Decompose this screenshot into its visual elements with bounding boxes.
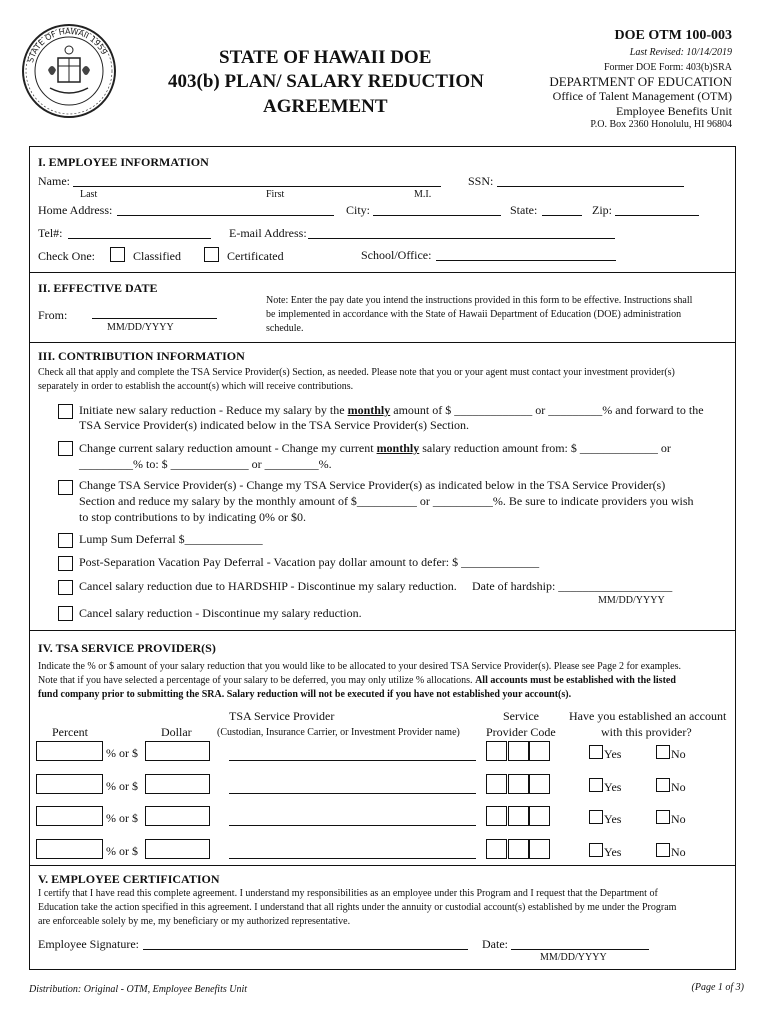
col-percent-header: Percent — [52, 725, 88, 739]
vacation-deferral-checkbox[interactable] — [58, 556, 73, 571]
hardship-cancel-checkbox[interactable] — [58, 580, 73, 595]
state-field[interactable] — [542, 215, 582, 216]
contribution-intro-1: Check all that apply and complete the TSA Service Provider(s) Section, as needed. Please note that you or your agent must contact your investment provider(s) — [38, 367, 675, 378]
provider-code-digit[interactable] — [508, 741, 529, 761]
divider-3 — [29, 630, 735, 631]
signature-date-format: MM/DD/YYYY — [540, 952, 607, 963]
col-dollar-header: Dollar — [161, 725, 192, 739]
contribution-intro-2: separately in order to establish the account(s) which will receive contributions. — [38, 381, 354, 392]
signature-label: Employee Signature: — [38, 937, 139, 951]
established-yes-checkbox[interactable] — [589, 745, 603, 759]
percent-or-dollar-label: % or $ — [106, 779, 138, 793]
col-provider-title: TSA Service Provider — [229, 709, 335, 723]
provider-code-digit[interactable] — [508, 839, 529, 859]
zip-field[interactable] — [615, 215, 699, 216]
established-no-label: No — [671, 812, 686, 826]
department-name: DEPARTMENT OF EDUCATION — [549, 74, 732, 89]
hardship-date-format: MM/DD/YYYY — [598, 595, 665, 606]
provider-name-field[interactable] — [229, 793, 476, 794]
zip-label: Zip: — [592, 203, 612, 217]
certification-text-3: are enforceable solely by me, my beneficiary or my authorized representative. — [38, 916, 351, 927]
percent-input[interactable] — [36, 839, 103, 859]
name-label: Name: — [38, 174, 70, 188]
section1-heading: I. EMPLOYEE INFORMATION — [38, 155, 209, 169]
cancel-reduction-checkbox[interactable] — [58, 606, 73, 621]
dollar-input[interactable] — [145, 806, 210, 826]
unit-name: Employee Benefits Unit — [616, 104, 732, 118]
home-address-label: Home Address: — [38, 203, 113, 217]
section2-heading: II. EFFECTIVE DATE — [38, 281, 158, 295]
col-service-header: Service — [503, 709, 539, 723]
vacation-deferral-text: Post-Separation Vacation Pay Deferral - Vacation pay dollar amount to defer: $ _____________ — [79, 555, 540, 569]
percent-input[interactable] — [36, 774, 103, 794]
change-provider-text-1: Change TSA Service Provider(s) - Change my TSA Service Provider(s) as indicated below in the TSA Service Provider(s) — [79, 478, 666, 492]
established-no-checkbox[interactable] — [656, 810, 670, 824]
certification-text-2: Education take the action specified in this agreement. I understand that all rights under the annuity or custodial account(s) established by me under the Program — [38, 902, 677, 913]
initiate-reduction-checkbox[interactable] — [58, 404, 73, 419]
email-field[interactable] — [308, 238, 615, 239]
divider-4 — [29, 865, 735, 866]
provider-name-field[interactable] — [229, 760, 476, 761]
school-office-field[interactable] — [436, 260, 616, 261]
divider-2 — [29, 342, 735, 343]
provider-name-field[interactable] — [229, 825, 476, 826]
established-no-checkbox[interactable] — [656, 778, 670, 792]
col-provider-code-header: Provider Code — [486, 725, 556, 739]
from-label: From: — [38, 308, 68, 322]
change-provider-text-2: Section and reduce my salary by the monthly amount of $__________ or __________%. Be sure to indicate providers you wish — [79, 494, 694, 508]
former-form: Former DOE Form: 403(b)SRA — [603, 62, 732, 73]
provider-code-digit[interactable] — [529, 839, 550, 859]
email-label: E-mail Address: — [229, 226, 307, 240]
section5-heading: V. EMPLOYEE CERTIFICATION — [38, 872, 220, 886]
seal-text: STATE OF HAWAII 1959 — [26, 26, 109, 64]
col-established-header: Have you established an account — [569, 709, 727, 723]
percent-or-dollar-label: % or $ — [106, 811, 138, 825]
change-provider-checkbox[interactable] — [58, 480, 73, 495]
name-field[interactable] — [73, 186, 441, 187]
provider-code-digit[interactable] — [508, 774, 529, 794]
page-number: (Page 1 of 3) — [691, 982, 744, 993]
col-provider-subtitle: (Custodian, Insurance Carrier, or Investment Provider name) — [217, 727, 460, 738]
col-established-subheader: with this provider? — [601, 725, 692, 739]
percent-input[interactable] — [36, 806, 103, 826]
provider-code-digit[interactable] — [508, 806, 529, 826]
established-yes-checkbox[interactable] — [589, 778, 603, 792]
office-name: Office of Talent Management (OTM) — [552, 89, 732, 103]
effective-date-note-1: Note: Enter the pay date you intend the instructions provided in this form to be effective. Instructions shall — [266, 295, 693, 306]
provider-intro-3: fund company prior to submitting the SRA. Salary reduction will not be executed if you have not established your account(s). — [38, 689, 572, 700]
tel-label: Tel#: — [38, 226, 63, 240]
form-title-line2: 403(b) PLAN/ SALARY REDUCTION — [168, 71, 484, 92]
section4-heading: IV. TSA SERVICE PROVIDER(S) — [38, 641, 216, 655]
cancel-reduction-text: Cancel salary reduction - Discontinue my salary reduction. — [79, 606, 362, 620]
percent-or-dollar-label: % or $ — [106, 746, 138, 760]
first-name-caption: First — [266, 189, 285, 200]
dollar-input[interactable] — [145, 741, 210, 761]
last-name-caption: Last — [80, 189, 98, 200]
check-one-label: Check One: — [38, 249, 95, 263]
provider-code-digit[interactable] — [529, 774, 550, 794]
certificated-label: Certificated — [227, 249, 284, 263]
dollar-input[interactable] — [145, 839, 210, 859]
form-title-line1: STATE OF HAWAII DOE — [219, 47, 432, 68]
classified-checkbox[interactable] — [110, 247, 125, 262]
established-no-label: No — [671, 845, 686, 859]
change-provider-text-3: to stop contributions to by indicating 0% or $0. — [79, 510, 306, 524]
established-yes-checkbox[interactable] — [589, 810, 603, 824]
state-label: State: — [510, 203, 538, 217]
signature-date-label: Date: — [482, 937, 508, 951]
ssn-label: SSN: — [468, 174, 494, 188]
dollar-input[interactable] — [145, 774, 210, 794]
signature-field[interactable] — [143, 949, 468, 950]
provider-name-field[interactable] — [229, 858, 476, 859]
initiate-reduction-text-2: TSA Service Provider(s) indicated below in the TSA Service Provider(s) Section. — [79, 418, 470, 432]
middle-initial-caption: M.I. — [414, 189, 432, 200]
lump-sum-checkbox[interactable] — [58, 533, 73, 548]
established-yes-label: Yes — [604, 845, 622, 859]
established-yes-label: Yes — [604, 812, 622, 826]
hardship-cancel-text: Cancel salary reduction due to HARDSHIP - Discontinue my salary reduction. — [79, 579, 457, 593]
hardship-date-label: Date of hardship: ___________________ — [472, 579, 673, 593]
city-label: City: — [346, 203, 371, 217]
established-yes-label: Yes — [604, 780, 622, 794]
lump-sum-text: Lump Sum Deferral $_____________ — [79, 532, 263, 546]
effective-date-note-2: be implemented in accordance with the State of Hawaii Department of Education (DOE) administration — [266, 309, 682, 320]
home-address-field[interactable] — [117, 215, 334, 216]
initiate-reduction-text: Initiate new salary reduction - Reduce my salary by the monthly amount of $ _____________ or _________% and forward to the — [79, 403, 704, 417]
provider-code-digit[interactable] — [529, 741, 550, 761]
certificated-checkbox[interactable] — [204, 247, 219, 262]
form-number: DOE OTM 100-003 — [614, 28, 732, 43]
state-seal — [20, 22, 118, 120]
change-amount-checkbox[interactable] — [58, 441, 73, 456]
provider-code-digit[interactable] — [486, 806, 507, 826]
established-no-checkbox[interactable] — [656, 745, 670, 759]
percent-or-dollar-label: % or $ — [106, 844, 138, 858]
last-revised: Last Revised: 10/14/2019 — [629, 47, 732, 58]
signature-date-field[interactable] — [511, 949, 649, 950]
school-office-label: School/Office: — [361, 248, 432, 262]
distribution-note: Distribution: Original - OTM, Employee Benefits Unit — [29, 984, 248, 995]
provider-code-digit[interactable] — [486, 741, 507, 761]
established-yes-label: Yes — [604, 747, 622, 761]
provider-intro-2: Note that if you have selected a percentage of your salary to be deferred, you may only utilize % allocations. All accounts must be established with the listed — [38, 675, 676, 686]
effective-date-field[interactable] — [92, 318, 217, 319]
percent-input[interactable] — [36, 741, 103, 761]
form-title-line3: AGREEMENT — [263, 96, 388, 117]
divider-1 — [29, 272, 735, 273]
certification-text-1: I certify that I have read this complete agreement. I understand my responsibilities as an employee under this Program and I request that the Department of — [38, 888, 658, 899]
section3-heading: III. CONTRIBUTION INFORMATION — [38, 349, 245, 363]
established-no-label: No — [671, 747, 686, 761]
change-amount-text: Change current salary reduction amount - Change my current monthly salary reduction amount from: $ _____________ or — [79, 441, 671, 455]
established-no-label: No — [671, 780, 686, 794]
ssn-field[interactable] — [497, 186, 684, 187]
established-yes-checkbox[interactable] — [589, 843, 603, 857]
provider-code-digit[interactable] — [486, 774, 507, 794]
mailing-address: P.O. Box 2360 Honolulu, HI 96804 — [590, 119, 732, 130]
effective-date-note-3: schedule. — [266, 323, 304, 334]
provider-code-digit[interactable] — [529, 806, 550, 826]
change-amount-text-2: _________% to: $ _____________ or _________%. — [79, 457, 332, 471]
established-no-checkbox[interactable] — [656, 843, 670, 857]
city-field[interactable] — [373, 215, 501, 216]
provider-intro-1: Indicate the % or $ amount of your salary reduction that you would like to be allocated to your desired TSA Service Provider(s). Please see Page 2 for examples. — [38, 661, 681, 672]
tel-field[interactable] — [68, 238, 211, 239]
effective-date-format: MM/DD/YYYY — [107, 322, 174, 333]
classified-label: Classified — [133, 249, 181, 263]
provider-code-digit[interactable] — [486, 839, 507, 859]
